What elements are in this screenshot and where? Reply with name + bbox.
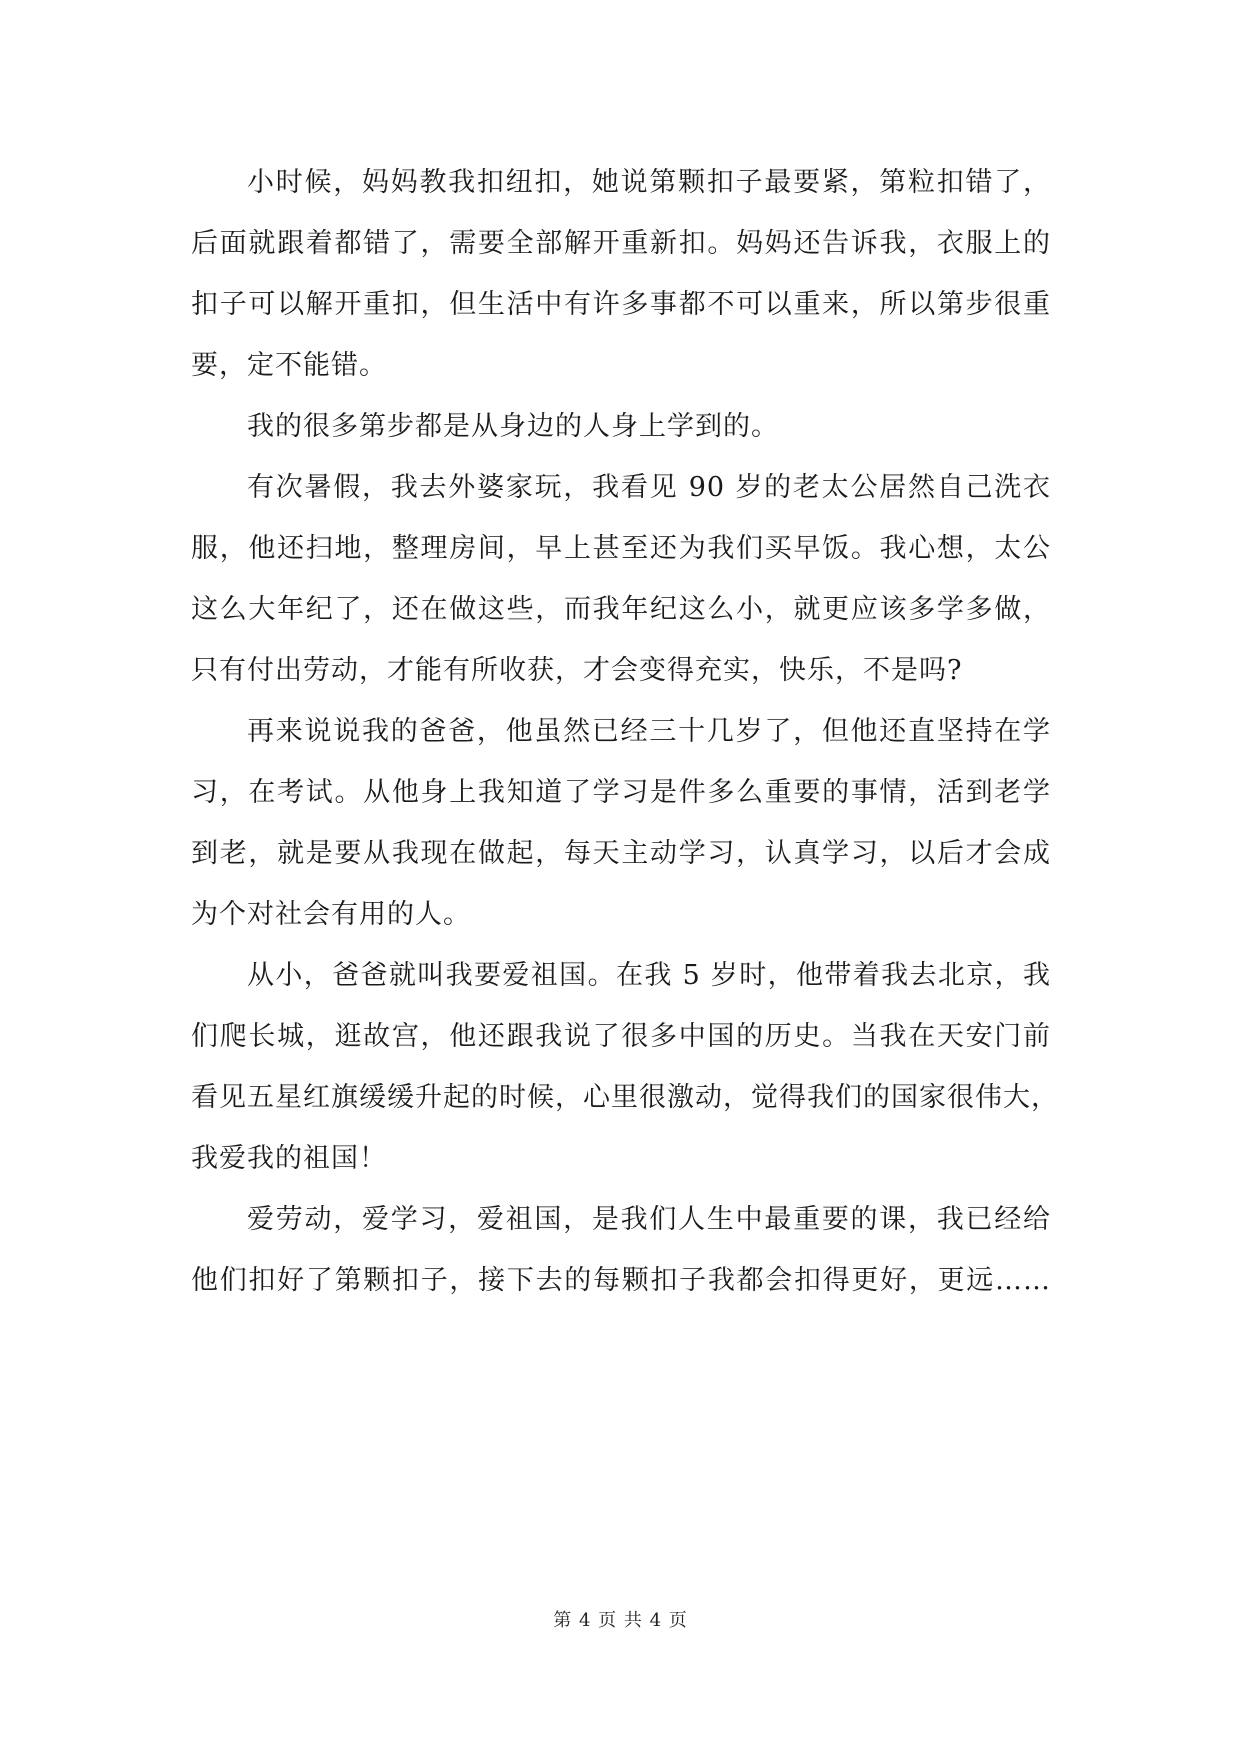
paragraph-line: 小时候，妈妈教我扣纽扣，她说第颗扣子最要紧，第粒扣错了， bbox=[247, 167, 1051, 198]
paragraph-line: 他们扣好了第颗扣子，接下去的每颗扣子我都会扣得更好，更远…… bbox=[191, 1265, 1051, 1296]
paragraph-line: 服，他还扫地，整理房间，早上甚至还为我们买早饭。我心想，太公 bbox=[191, 533, 1051, 564]
paragraph-line: 要，定不能错。 bbox=[191, 350, 387, 381]
paragraph-line: 后面就跟着都错了，需要全部解开重新扣。妈妈还告诉我，衣服上的 bbox=[191, 228, 1051, 259]
paragraph-line: 我的很多第步都是从身边的人身上学到的。 bbox=[247, 411, 779, 442]
paragraph-line: 看见五星红旗缓缓升起的时候，心里很激动，觉得我们的国家很伟大， bbox=[191, 1082, 1059, 1113]
paragraph-line: 到老，就是要从我现在做起，每天主动学习，认真学习，以后才会成 bbox=[191, 838, 1051, 869]
paragraph-line: 从小，爸爸就叫我要爱祖国。在我 5 岁时，他带着我去北京，我 bbox=[247, 960, 1051, 991]
paragraph-line: 习，在考试。从他身上我知道了学习是件多么重要的事情，活到老学 bbox=[191, 777, 1051, 808]
paragraph-line: 扣子可以解开重扣，但生活中有许多事都不可以重来，所以第步很重 bbox=[191, 289, 1051, 320]
page-footer: 第 4 页 共 4 页 bbox=[553, 1610, 688, 1631]
paragraph-line: 为个对社会有用的人。 bbox=[191, 899, 471, 930]
paragraph-line: 再来说说我的爸爸，他虽然已经三十几岁了，但他还直坚持在学 bbox=[247, 716, 1051, 747]
document-body bbox=[191, 152, 1059, 1311]
paragraph-line: 有次暑假，我去外婆家玩，我看见 90 岁的老太公居然自己洗衣 bbox=[247, 472, 1051, 503]
paragraph-line: 只有付出劳动，才能有所收获，才会变得充实，快乐，不是吗? bbox=[191, 655, 963, 686]
paragraph-line: 爱劳动，爱学习，爱祖国，是我们人生中最重要的课，我已经给 bbox=[247, 1204, 1051, 1235]
paragraph-line: 们爬长城，逛故宫，他还跟我说了很多中国的历史。当我在天安门前 bbox=[191, 1021, 1051, 1052]
paragraph-line: 我爱我的祖国！ bbox=[191, 1143, 387, 1174]
paragraph-line: 这么大年纪了，还在做这些，而我年纪这么小，就更应该多学多做， bbox=[191, 594, 1051, 625]
